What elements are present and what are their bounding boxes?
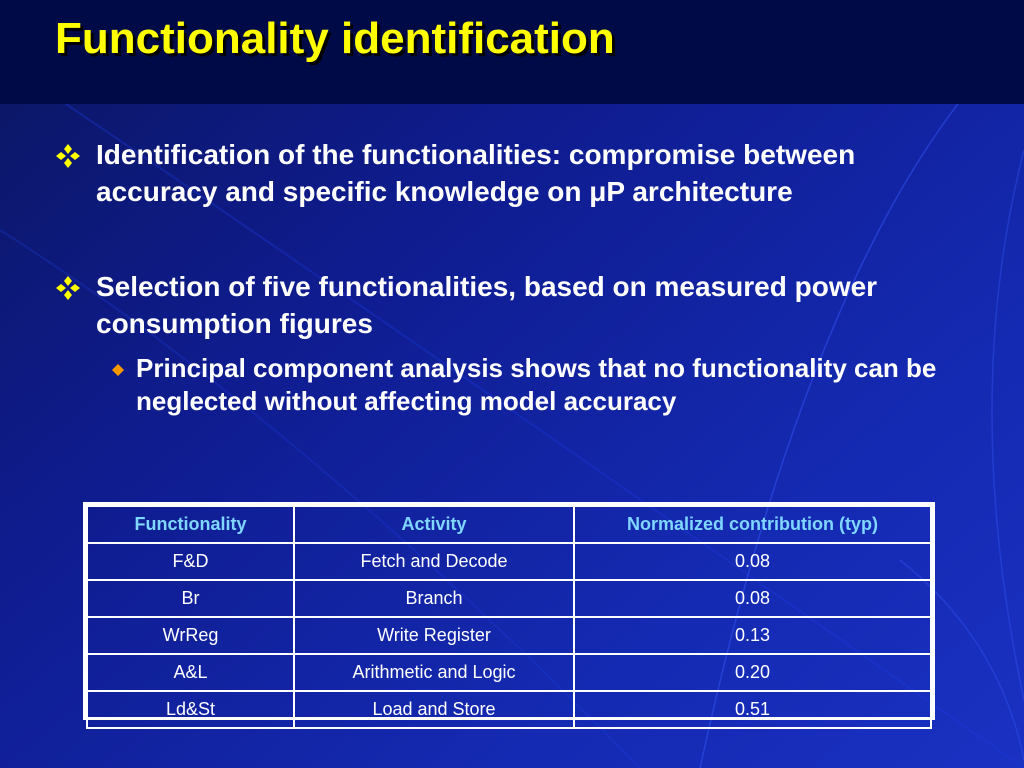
four-diamond-bullet-icon bbox=[54, 142, 82, 170]
table-header-cell: Normalized contribution (typ) bbox=[574, 506, 931, 543]
functionality-table bbox=[83, 502, 935, 720]
table-header-cell: Functionality bbox=[87, 506, 294, 543]
table-cell: Arithmetic and Logic bbox=[294, 654, 574, 691]
table-cell: F&D bbox=[87, 543, 294, 580]
table-cell: Branch bbox=[294, 580, 574, 617]
table-cell: WrReg bbox=[87, 617, 294, 654]
table-cell: Load and Store bbox=[294, 691, 574, 728]
table-cell: 0.08 bbox=[574, 543, 931, 580]
table-cell: 0.20 bbox=[574, 654, 931, 691]
table-header-row bbox=[87, 506, 931, 543]
table-row bbox=[87, 580, 931, 617]
orange-diamond-bullet-icon bbox=[112, 364, 124, 376]
table-row bbox=[87, 543, 931, 580]
slide-title: Functionality identification bbox=[55, 14, 615, 63]
sub-bullet-text: Principal component analysis shows that no functionality can be neglected without affecting model accuracy bbox=[136, 353, 937, 416]
table-cell: Br bbox=[87, 580, 294, 617]
table-cell: Ld&St bbox=[87, 691, 294, 728]
table-cell: 0.13 bbox=[574, 617, 931, 654]
table-cell: 0.08 bbox=[574, 580, 931, 617]
table-cell: Fetch and Decode bbox=[294, 543, 574, 580]
bullet-text: Selection of five functionalities, based on measured power consumption figures bbox=[96, 271, 878, 339]
table-cell: A&L bbox=[87, 654, 294, 691]
bullet-text: Identification of the functionalities: compromise between accuracy and specific knowledge on μP architecture bbox=[96, 139, 856, 207]
table-header-cell: Activity bbox=[294, 506, 574, 543]
table-cell: Write Register bbox=[294, 617, 574, 654]
four-diamond-bullet-icon bbox=[54, 274, 82, 302]
table-row bbox=[87, 617, 931, 654]
table-row bbox=[87, 654, 931, 691]
table-row bbox=[87, 691, 931, 728]
table-cell: 0.51 bbox=[574, 691, 931, 728]
